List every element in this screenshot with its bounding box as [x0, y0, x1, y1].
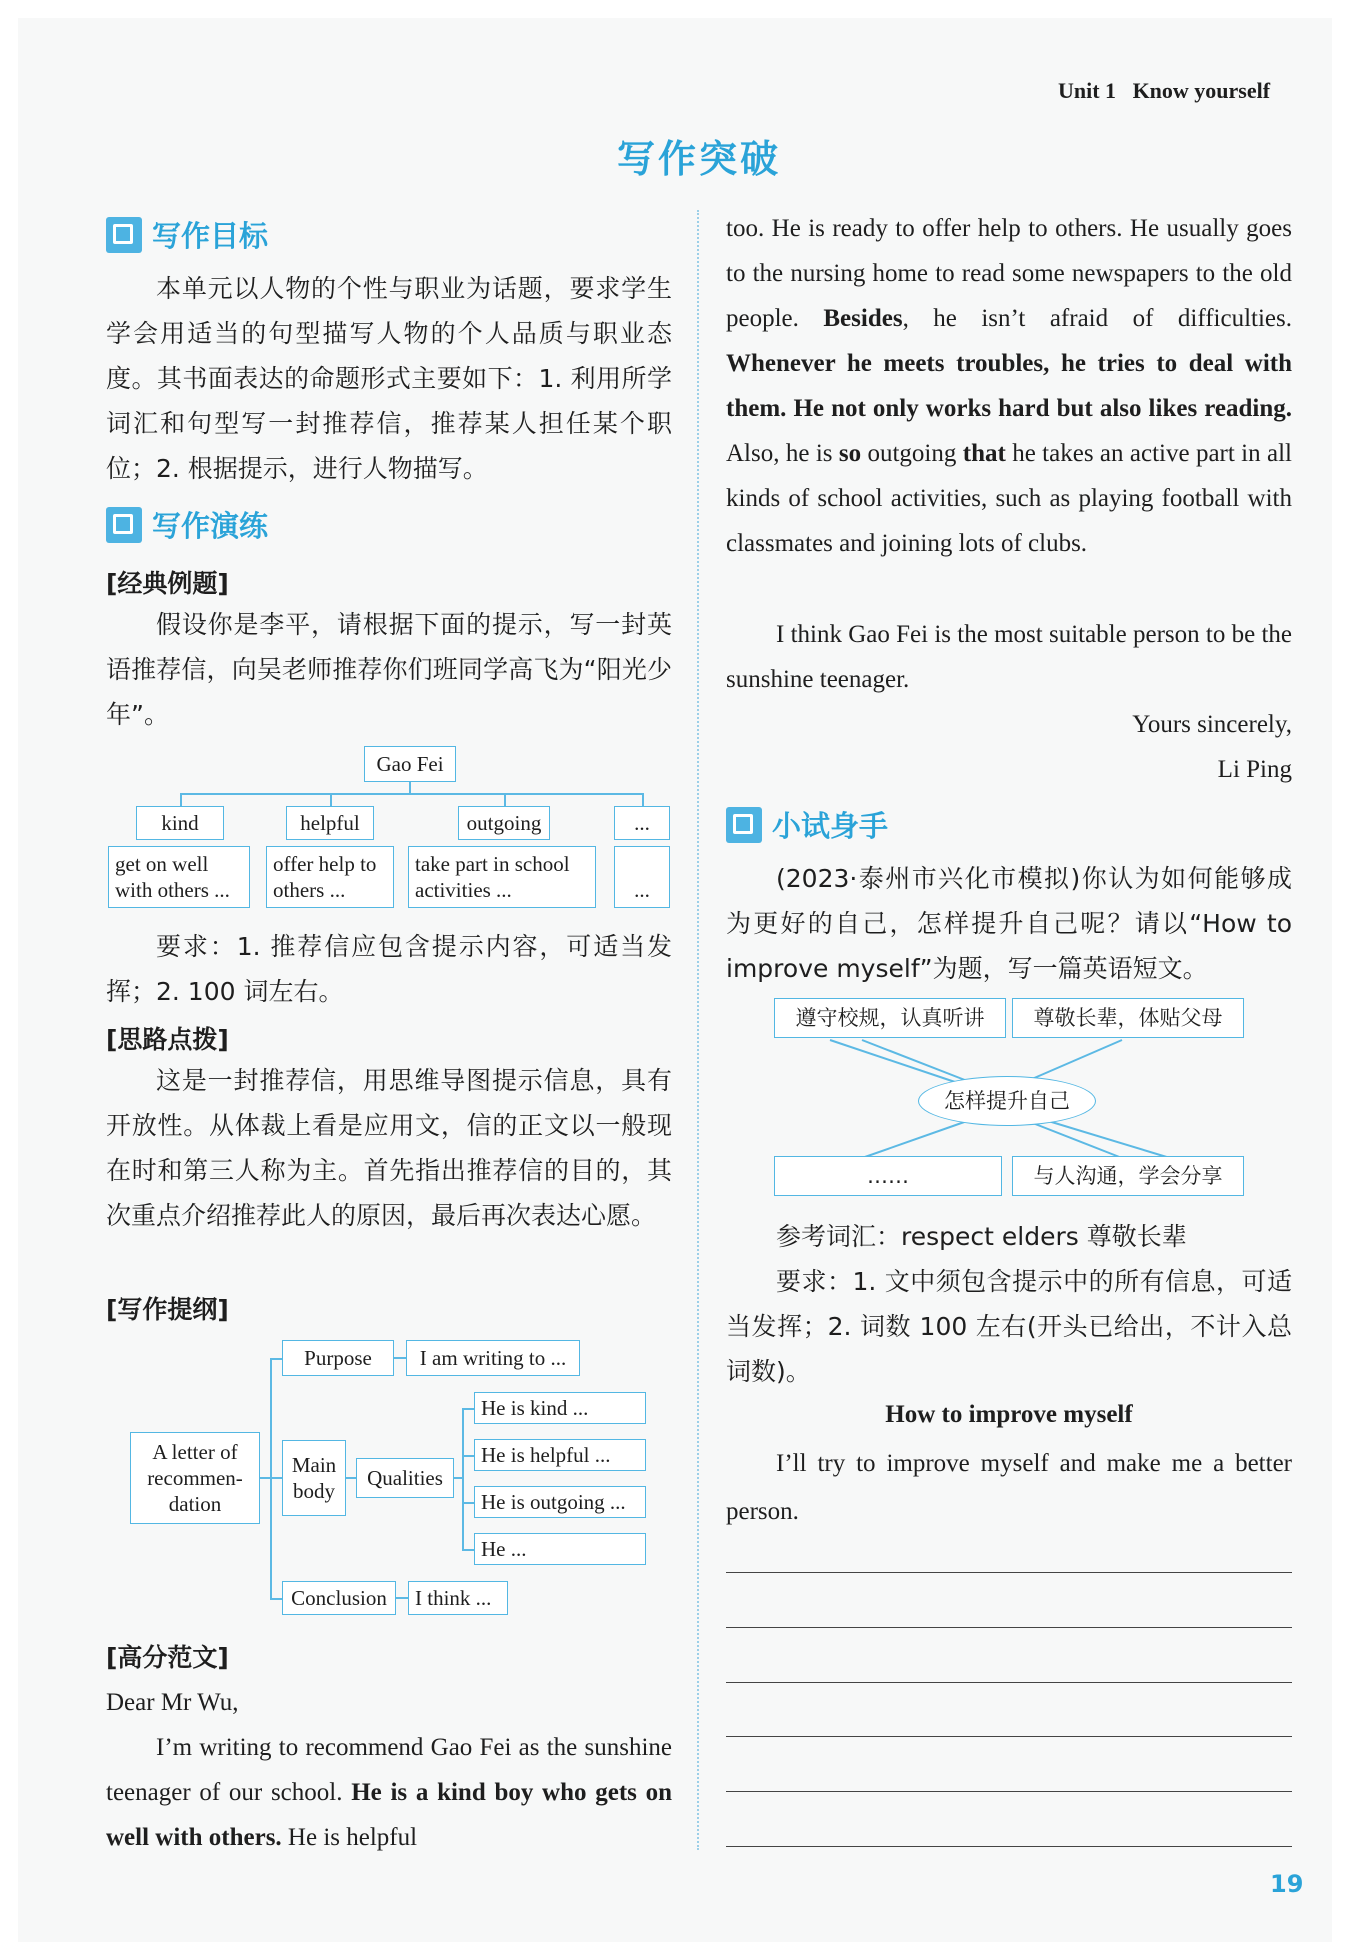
letter-text: He is helpful — [281, 1824, 418, 1851]
detail-box: take part in school activities ... — [408, 846, 596, 908]
qualities-box: Qualities — [356, 1458, 454, 1498]
section-heading-practice — [106, 504, 268, 545]
try-heading-text: 小试身手 — [772, 809, 889, 843]
column-divider — [697, 210, 699, 1850]
outline-root: A letter of recommen-dation — [130, 1432, 260, 1524]
diagram-box-tr: 尊敬长辈，体贴父母 — [1012, 998, 1244, 1038]
section-heading-try — [726, 804, 888, 845]
essay-title: How to improve myself — [885, 1401, 1133, 1428]
answer-line[interactable] — [726, 1682, 1292, 1683]
model-label: [高分范文] — [106, 1643, 229, 1672]
diagram-box-bl: …… — [774, 1156, 1002, 1196]
letter-highlight: so — [838, 440, 862, 467]
writing-requirements: 要求：1. 文中须包含提示中的所有信息，可适当发挥；2. 词数 100 左右(开头已给出，不计入总词数)。 — [726, 1267, 1292, 1386]
conclusion-box: Conclusion — [282, 1581, 396, 1615]
answer-line[interactable] — [726, 1572, 1292, 1573]
try-icon — [726, 807, 762, 843]
goal-heading-text: 写作目标 — [152, 219, 269, 253]
letter-highlight: Besides — [823, 305, 903, 332]
diagram-box-tl: 遵守校规，认真听讲 — [774, 998, 1006, 1038]
pencil-note-icon — [106, 217, 142, 253]
try-prompt: (2023·泰州市兴化市模拟)你认为如何能够成为更好的自己，怎样提升自己呢？请以“How to improve myself”为题，写一篇英语短文。 — [726, 864, 1292, 983]
thinking-text: 这是一封推荐信，用思维导图提示信息，具有开放性。从体裁上看是应用文，信的正文以一般现在时和第三人称为主。首先指出推荐信的目的，其次重点介绍推荐此人的原因，最后再次表达心愿。 — [106, 1066, 672, 1230]
letter-signature: Li Ping — [1217, 756, 1292, 783]
trait-box: outgoing — [458, 806, 550, 840]
requirement-text: 要求：1. 推荐信应包含提示内容，可适当发挥；2. 100 词左右。 — [106, 932, 672, 1006]
letter-highlight: Whenever he meets troubles, he tries to deal with them. He not only works hard but also likes reading. — [726, 350, 1292, 422]
unit-topic: Know yourself — [1132, 78, 1271, 103]
letter-text: Also, he is — [726, 440, 839, 467]
trait-box: helpful — [286, 806, 374, 840]
letter-highlight: He is a kind boy who gets on well with others. — [106, 1779, 673, 1851]
purpose-box: Purpose — [282, 1340, 394, 1376]
section-heading-goal — [106, 214, 268, 255]
practice-icon — [106, 507, 142, 543]
letter-text: he takes an active part in all kinds of school activities, such as playing football with classmates and joining lots of clubs. — [726, 440, 1292, 557]
goal-text: 本单元以人物的个性与职业为话题，要求学生学会用适当的句型描写人物的个人品质与职业态度。其书面表达的命题形式主要如下：1. 利用所学词汇和句型写一封推荐信，推荐某人担任某个职位；2. 根据提示，进行人物描写。 — [106, 274, 672, 483]
letter-text: , he isn’t afraid of difficulties. — [902, 305, 1292, 332]
mindmap-root: Gao Fei — [364, 746, 456, 782]
quality-item: He ... — [474, 1533, 646, 1565]
answer-line[interactable] — [726, 1627, 1292, 1628]
trait-box: kind — [136, 806, 224, 840]
answer-line[interactable] — [726, 1846, 1292, 1847]
quality-item: He is helpful ... — [474, 1439, 646, 1471]
detail-box: offer help to others ... — [266, 846, 394, 908]
letter-highlight: that — [962, 440, 1006, 467]
letter-greeting: Dear Mr Wu, — [106, 1689, 239, 1716]
unit-label: Unit 1 — [1058, 78, 1117, 103]
letter-continuation — [726, 206, 1292, 566]
example-label: [经典例题] — [106, 569, 229, 598]
diagram-center-oval: 怎样提升自己 — [918, 1076, 1096, 1126]
detail-box: ... — [614, 846, 670, 908]
letter-text: too. He is ready to offer help to others. He usually goes to the nursing home to read some newspapers to the old people. — [726, 215, 1292, 332]
main-body-box: Main body — [282, 1440, 346, 1516]
answer-line[interactable] — [726, 1791, 1292, 1792]
thinking-label: [思路点拨] — [106, 1025, 229, 1054]
letter-paragraph-3: I think Gao Fei is the most suitable person to be the sunshine teenager. — [726, 621, 1292, 693]
example-text: 假设你是李平，请根据下面的提示，写一封英语推荐信，向吴老师推荐你们班同学高飞为“阳光少年”。 — [106, 610, 672, 729]
quality-item: He is kind ... — [474, 1392, 646, 1424]
essay-opening: I’ll try to improve myself and make me a better person. — [726, 1450, 1292, 1525]
letter-closing: Yours sincerely, — [1132, 711, 1292, 738]
page-title: 写作突破 — [617, 137, 782, 181]
trait-box: ... — [614, 806, 670, 840]
practice-heading-text: 写作演练 — [152, 509, 269, 543]
vocab-hint: 参考词汇：respect elders 尊敬长辈 — [776, 1222, 1187, 1251]
answer-line[interactable] — [726, 1736, 1292, 1737]
page-number: 19 — [1270, 1870, 1304, 1898]
detail-box: get on well with others ... — [108, 846, 250, 908]
letter-text: I’m writing to recommend Gao Fei as the sunshine teenager of our school. — [106, 1734, 672, 1806]
quality-item: He is outgoing ... — [474, 1486, 646, 1518]
purpose-note-box: I am writing to ... — [406, 1340, 580, 1376]
conclusion-note-box: I think ... — [408, 1581, 508, 1615]
letter-paragraph-1 — [106, 1725, 672, 1860]
outline-label: [写作提纲] — [106, 1295, 229, 1324]
diagram-box-br: 与人沟通，学会分享 — [1012, 1156, 1244, 1196]
running-header — [1058, 78, 1270, 104]
letter-text: outgoing — [861, 440, 963, 467]
